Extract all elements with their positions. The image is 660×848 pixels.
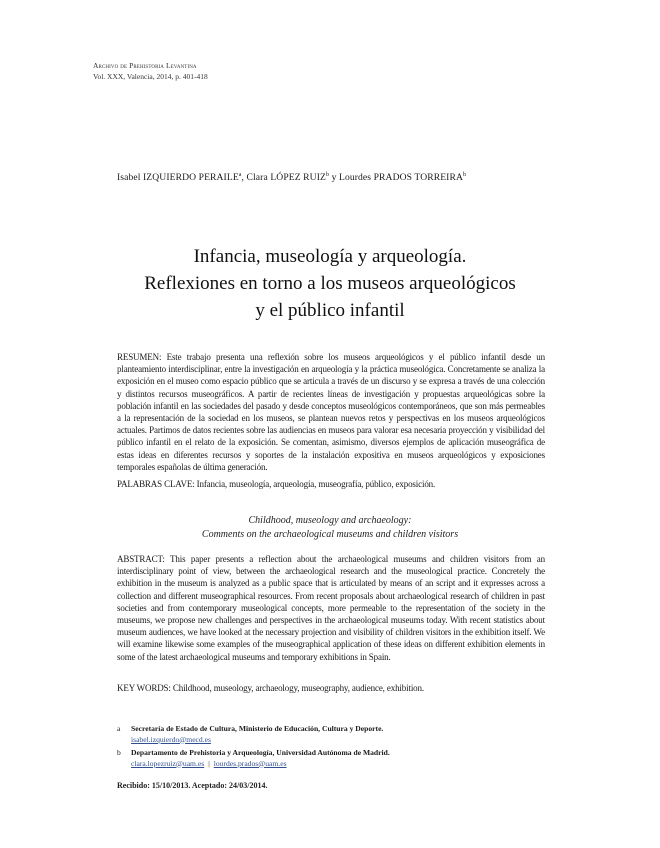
email-link[interactable]: clara.lopezruiz@uam.es xyxy=(131,758,205,768)
author-2-last: LÓPEZ RUIZ xyxy=(270,172,326,184)
resumen-label: RESUMEN: xyxy=(117,352,162,362)
author-3-last: PRADOS TORREIRA xyxy=(373,172,464,184)
palabras-clave-line xyxy=(117,478,545,490)
title-line-2: Reflexiones en torno a los museos arqueológicos xyxy=(144,273,516,294)
title-line-3: y el público infantil xyxy=(255,300,405,321)
abstract-paragraph xyxy=(117,553,545,663)
palabras-clave-label: PALABRAS CLAVE: xyxy=(117,479,195,489)
english-title xyxy=(80,514,580,542)
english-title-line-1: Childhood, museology and archaeology: xyxy=(248,515,412,526)
affiliation-a xyxy=(117,724,547,745)
author-1-first: Isabel xyxy=(117,172,141,184)
affiliation-mark: a xyxy=(117,724,121,733)
keywords-text: Childhood, museology, archaeology, museography, audience, exhibition. xyxy=(172,683,424,693)
palabras-clave-text: Infancia, museología, arqueología, museografía, público, exposición. xyxy=(196,479,436,489)
received-accepted-dates: Recibido: 15/10/2013. Aceptado: 24/03/2014. xyxy=(117,781,268,790)
article-title xyxy=(80,243,580,324)
author-1-affil-mark: a xyxy=(238,172,242,178)
author-separator-and: y xyxy=(329,172,339,184)
english-title-line-2: Comments on the archaeological museums and children visitors xyxy=(201,529,459,540)
email-link[interactable]: lourdes.prados@uam.es xyxy=(213,758,287,768)
journal-header xyxy=(93,60,393,82)
affiliations xyxy=(117,724,547,772)
author-separator: , xyxy=(241,172,247,184)
abstract-label: ABSTRACT: xyxy=(117,554,165,564)
author-3-first: Lourdes xyxy=(338,172,372,184)
abstract-text: This paper presents a reflection about the archaeological museums and children visitors from an interdisciplinary point of view, between the archaeological research and the museological practice. Concretely the exhibition in the museum is analyzed as a public space that is articulated by means of an script and it expresses across a collection and different museographical resources. From recent proposals about archaeological research of children in past societies and from contemporary museological concepts, more permeable to the representation of the society in the museums, we propose new challenges and perspectives in the archaeological museums today. With recent statistics about museum audiences, we have looked at the necessary projection and visibility of children visitors in the exhibition itself. We will examine likewise some examples of the museographical application of these ideas on different exhibition elements in some of the latest archaeological museums and temporary exhibitions in Spain. xyxy=(117,554,545,662)
journal-name: Archivo de Prehistoria Levantina xyxy=(93,61,197,70)
resumen-text: Este trabajo presenta una reflexión sobre los museos arqueológicos y el público infantil desde un planteamiento interdisciplinar, entre la investigación en arqueología y la práctica museológica. Concretamente se analiza la exposición en el museo como espacio público que se articula a través de un discurso y se expresa a través de una colección y distintos recursos museográficos. A partir de recientes líneas de investigación y propuestas arqueológicas sobre la población infantil en las sociedades del pasado y desde conceptos museológicos contemporáneos, que son más permeables a la representación de la sociedad en los museos, se plantean nuevos retos y perspectivas en los museos arqueológicos actuales. Partimos de datos recientes sobre las audiencias en museos para valorar esa necesaria proyección y visibilidad del público infantil en el relato de la exposición. Se comentan, asimismo, diversos ejemplos de aplicación museográfica de estas ideas en diferentes recursos y soportes de la instalación expositiva en museos arqueológicos y exposiciones temporales españolas de última generación. xyxy=(117,352,545,472)
journal-volume-line: Vol. XXX, Valencia, 2014, p. 401-418 xyxy=(93,72,208,81)
resumen-paragraph xyxy=(117,351,545,473)
affiliation-b xyxy=(117,748,547,769)
author-1-last: IZQUIERDO PERAILE xyxy=(143,172,239,184)
email-separator: | xyxy=(208,758,210,768)
author-3-affil-mark: b xyxy=(463,172,467,178)
author-2-affil-mark: b xyxy=(325,172,330,178)
author-list xyxy=(117,172,587,183)
affiliation-org: Secretaría de Estado de Cultura, Ministerio de Educación, Cultura y Deporte. xyxy=(131,724,384,733)
email-link[interactable]: isabel.izquierdo@mecd.es xyxy=(131,734,211,744)
keywords-line xyxy=(117,682,545,694)
affiliation-mark: b xyxy=(117,748,121,757)
keywords-label: KEY WORDS: xyxy=(117,683,171,693)
title-line-1: Infancia, museología y arqueología. xyxy=(193,246,467,267)
affiliation-org: Departamento de Prehistoria y Arqueología, Universidad Autónoma de Madrid. xyxy=(131,748,390,757)
author-2-first: Clara xyxy=(246,172,268,184)
